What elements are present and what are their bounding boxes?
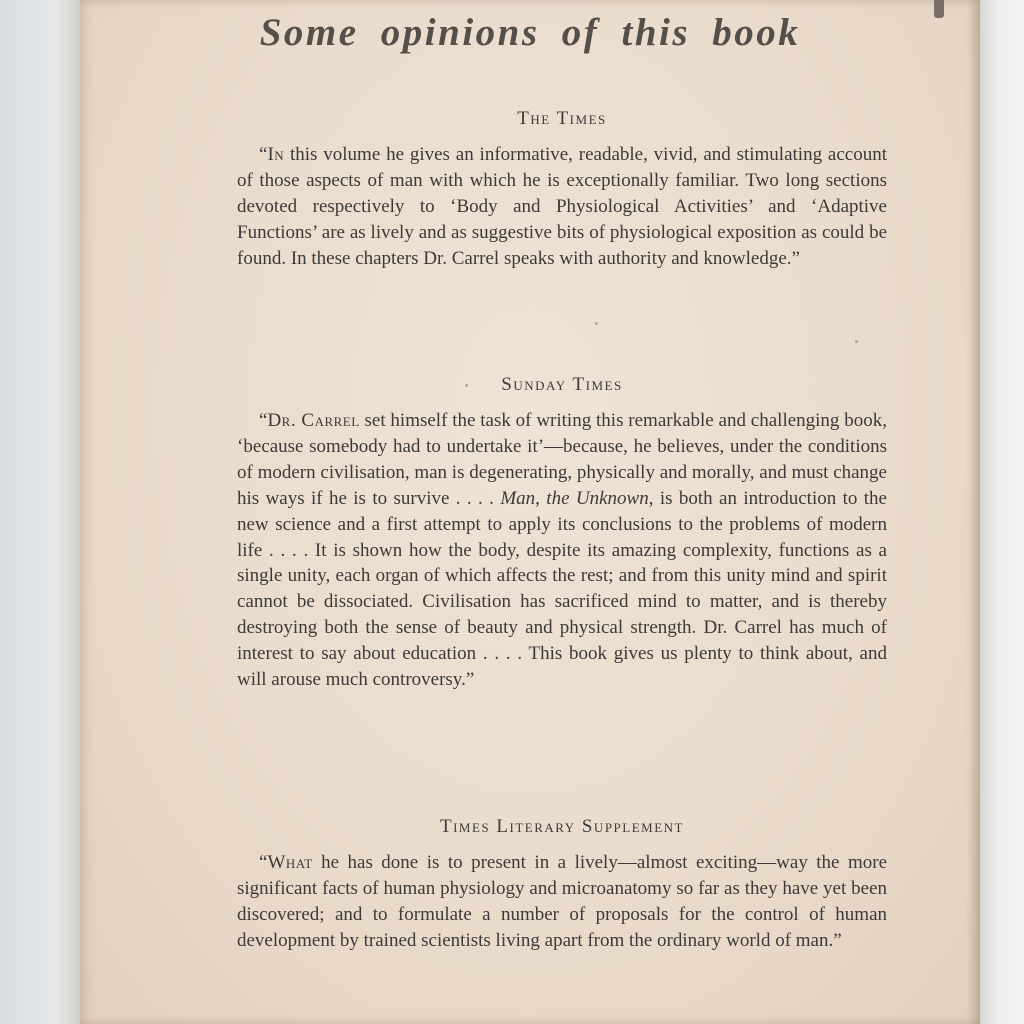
quote-body-part-1: set himself the task of writing this remarkable and challenging book, ‘because somebody had to undertake it’—because, he believes, under the conditions of modern civilisation, man is degenerating, physically and morally, and must change his ways if he is to survive . . . .: [237, 410, 887, 509]
quote-body: this volume he gives an informative, readable, vivid, and stimulating account of those aspects of man with which he is exceptionally familiar. Two long sections devoted respectively to ‘Body and Physiological Activities’ and ‘Adaptive Functions’ are as lively and as suggestive bits of physiological exposition as could be found. In these chapters Dr. Carrel speaks with authority and knowledge.”: [237, 144, 887, 269]
quote-lead-word: Dr. Carrel: [267, 410, 360, 431]
review-the-times: [237, 108, 887, 272]
book-title-italic: Man, the Unknown: [500, 487, 649, 509]
review-times-literary-supplement: [237, 816, 887, 954]
review-source: Sunday Times: [501, 374, 623, 395]
review-quote: “What he has done is to present in a lively—almost exciting—way the more significant facts of human physiology and microanatomy so far as they have yet been discovered; and to formulate a number of proposals for the control of human development by trained scientists living apart from the ordinary world of man.”: [237, 852, 887, 951]
review-sunday-times: [237, 374, 887, 693]
background-left: [0, 0, 80, 1024]
paper-speck: [465, 384, 468, 387]
quote-body: he has done is to present in a lively—almost exciting—way the more significant facts of human physiology and microanatomy so far as they have yet been discovered; and to formulate a number of proposals for the control of human development by trained scientists living apart from the ordinary world of man.”: [237, 852, 887, 951]
review-quote: “In this volume he gives an informative, readable, vivid, and stimulating account of those aspects of man with which he is exceptionally familiar. Two long sections devoted respectively to ‘Body and Physiological Activities’ and ‘Adaptive Functions’ are as lively and as suggestive bits of physiological exposition as could be found. In these chapters Dr. Carrel speaks with authority and knowledge.”: [237, 144, 887, 269]
review-quote: “Dr. Carrel set himself the task of writing this remarkable and challenging book, ‘because somebody had to undertake it’—because, he believes, under the conditions of modern civilisation, man is degenerating, physically and morally, and must change his ways if he is to survive . . . . Man, the Unknown, is both an introduction to the new science and a first attempt to apply its conclusions to the problems of modern life . . . . It is shown how the body, despite its amazing complexity, functions as a single unity, each organ of which affects the rest; and from this unity mind and spirit cannot be dissociated. Civilisation has sacrificed mind to matter, and is thereby destroying both the sense of beauty and physical strength. Dr. Carrel has much of interest to say about education . . . . This book gives us plenty to think about, and will arouse much controversy.”: [237, 410, 887, 691]
quote-lead-word: What: [267, 852, 313, 873]
review-source: Times Literary Supplement: [439, 816, 684, 837]
background-right: [980, 0, 1024, 1024]
paper-speck: [595, 322, 598, 325]
book-page: [80, 0, 980, 1024]
page-title: Some opinions of this book: [259, 11, 801, 54]
quote-lead-word: In: [267, 144, 285, 165]
review-source: The Times: [517, 108, 607, 129]
quote-body-part-2: , is both an introduction to the new science and a first attempt to apply its conclusions to the problems of modern life . . . . It is shown how the body, despite its amazing complexity, functions as a single unity, each organ of which affects the rest; and from this unity mind and spirit cannot be dissociated. Civilisation has sacrificed mind to matter, and is thereby destroying both the sense of beauty and physical strength. Dr. Carrel has much of interest to say about education . . . . This book gives us plenty to think about, and will arouse much controversy.”: [237, 487, 887, 691]
paper-speck: [855, 340, 858, 343]
